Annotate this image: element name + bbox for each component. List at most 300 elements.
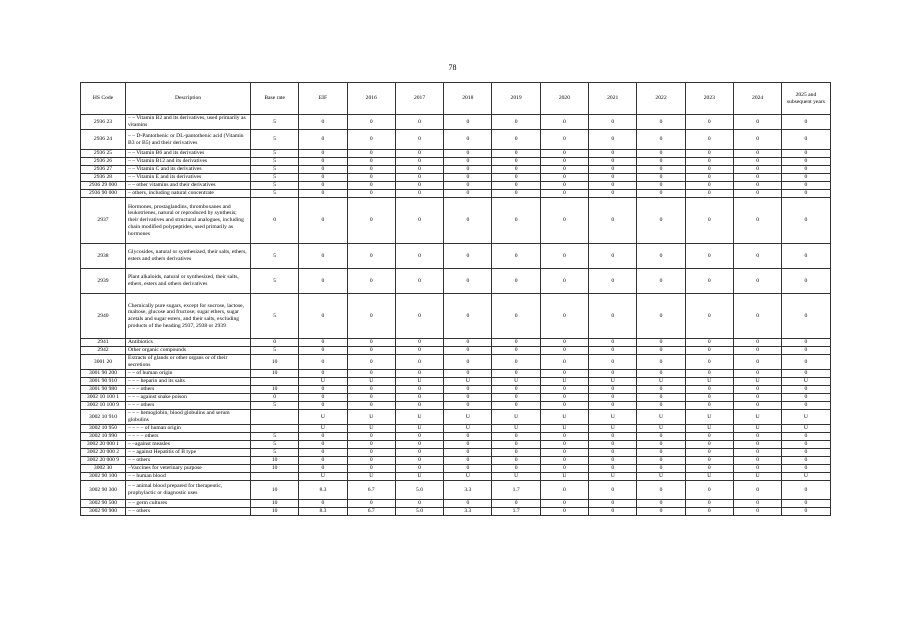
description-cell: – others, including natural concentrate — [126, 190, 251, 198]
rate-cell: 0 — [347, 130, 395, 150]
rate-cell: 0 — [347, 174, 395, 182]
rate-cell: 0 — [540, 130, 588, 150]
description-cell: – – Vitamin C and its derivatives — [126, 166, 251, 174]
rate-cell: 0 — [299, 500, 347, 508]
rate-cell: 0 — [540, 402, 588, 410]
rate-cell: 0 — [395, 394, 443, 402]
description-cell: Extracts of glands or other organs or of their secretions — [126, 355, 251, 370]
rate-cell: 0 — [299, 457, 347, 465]
rate-cell: 0 — [444, 294, 492, 339]
rate-cell: 0 — [444, 402, 492, 410]
rate-cell: 0 — [637, 190, 685, 198]
rate-cell: 8.3 — [299, 481, 347, 500]
table-row — [81, 441, 831, 449]
rate-cell: 0 — [782, 481, 830, 500]
header-2023: 2023 — [685, 83, 733, 115]
rate-cell: 0 — [589, 355, 637, 370]
table-row — [81, 198, 831, 244]
rate-cell: 0 — [733, 465, 781, 473]
hs-code-cell: 2941 — [81, 339, 126, 347]
table-row — [81, 465, 831, 473]
rate-cell: 0 — [637, 457, 685, 465]
rate-cell: 0 — [395, 457, 443, 465]
rate-cell: 0 — [782, 465, 830, 473]
rate-cell: U — [492, 410, 540, 425]
rate-cell: 0 — [540, 386, 588, 394]
rate-cell: 0 — [299, 355, 347, 370]
rate-cell: 0 — [540, 174, 588, 182]
rate-cell: 0 — [637, 370, 685, 378]
rate-cell: 0 — [589, 449, 637, 457]
hs-code-cell: 2936 29 000 — [81, 182, 126, 190]
table-row — [81, 402, 831, 410]
rate-cell: 5 — [251, 294, 299, 339]
rate-cell: 0 — [299, 166, 347, 174]
rate-cell: 0 — [492, 150, 540, 158]
rate-cell: U — [685, 378, 733, 386]
rate-cell: 0 — [395, 386, 443, 394]
table-row — [81, 433, 831, 441]
rate-cell: 0 — [299, 130, 347, 150]
rate-cell: 0 — [782, 339, 830, 347]
rate-cell: 0 — [685, 508, 733, 516]
header-2017: 2017 — [395, 83, 443, 115]
rate-cell: U — [492, 425, 540, 433]
rate-cell: 0 — [492, 339, 540, 347]
rate-cell: 0 — [685, 457, 733, 465]
rate-cell: U — [733, 410, 781, 425]
rate-cell: 0 — [540, 508, 588, 516]
hs-code-cell: 3001 90 980 — [81, 386, 126, 394]
rate-cell: 0 — [540, 441, 588, 449]
rate-cell: 0 — [685, 174, 733, 182]
rate-cell: 0 — [782, 386, 830, 394]
rate-cell: 0 — [395, 158, 443, 166]
rate-cell: 0 — [540, 481, 588, 500]
rate-cell: 5 — [251, 182, 299, 190]
rate-cell: U — [395, 473, 443, 481]
rate-cell: 0 — [733, 198, 781, 244]
rate-cell: 0 — [444, 150, 492, 158]
rate-cell: 0 — [540, 500, 588, 508]
rate-cell: 0 — [637, 465, 685, 473]
rate-cell: 0 — [589, 130, 637, 150]
description-cell: Antibiotics — [126, 339, 251, 347]
rate-cell: 0 — [589, 386, 637, 394]
rate-cell: 0 — [733, 166, 781, 174]
rate-cell: 5.0 — [395, 481, 443, 500]
rate-cell: U — [540, 378, 588, 386]
rate-cell: 0 — [589, 269, 637, 294]
hs-code-cell: 3001 90 910 — [81, 378, 126, 386]
hs-code-cell: 3002 20 000 1 — [81, 441, 126, 449]
rate-cell: 0 — [299, 347, 347, 355]
rate-cell: 0 — [589, 433, 637, 441]
description-cell: Hormones, prostaglandins, thromboxanes and leukotrienes, natural or reproduced by synthesis; their derivatives and structural analogues, including chain modified polypeptides, used primarily as hormones — [126, 198, 251, 244]
rate-cell: 0 — [685, 402, 733, 410]
rate-cell: 0 — [347, 457, 395, 465]
rate-cell: 0 — [395, 182, 443, 190]
table-row — [81, 378, 831, 386]
rate-cell: 0 — [637, 355, 685, 370]
rate-cell: 10 — [251, 481, 299, 500]
description-cell: Chemically pure sugars, except for sucrose, lactose, maltose, glucose and fructose; sugar ethers, sugar acetals and sugar esters, and their salts, excluding products of the heading 2937, 2938 or 2939 — [126, 294, 251, 339]
rate-cell: 0 — [492, 174, 540, 182]
rate-cell: 0 — [444, 130, 492, 150]
rate-cell: 0 — [685, 347, 733, 355]
rate-cell: U — [395, 410, 443, 425]
rate-cell: 5 — [251, 115, 299, 130]
rate-cell: 0 — [685, 182, 733, 190]
rate-cell: 0 — [637, 508, 685, 516]
rate-cell: U — [685, 410, 733, 425]
table-row — [81, 244, 831, 269]
header-2024: 2024 — [733, 83, 781, 115]
rate-cell: 0 — [685, 150, 733, 158]
hs-code-cell: 3002 10 100 1 — [81, 394, 126, 402]
table-row — [81, 481, 831, 500]
rate-cell: 10 — [251, 355, 299, 370]
rate-cell: 0 — [782, 294, 830, 339]
description-cell: – – Vitamin B6 and its derivatives — [126, 150, 251, 158]
rate-cell: U — [444, 473, 492, 481]
rate-cell: 0 — [444, 457, 492, 465]
rate-cell: 0 — [685, 386, 733, 394]
rate-cell: 0 — [395, 190, 443, 198]
rate-cell: 0 — [492, 386, 540, 394]
rate-cell: 0 — [540, 190, 588, 198]
rate-cell: 0 — [444, 182, 492, 190]
table-row — [81, 174, 831, 182]
rate-cell: 1.7 — [492, 481, 540, 500]
hs-code-cell: 2940 — [81, 294, 126, 339]
rate-cell: 0 — [589, 500, 637, 508]
rate-cell: 0 — [444, 166, 492, 174]
rate-cell: 0 — [492, 441, 540, 449]
rate-cell: 0 — [589, 402, 637, 410]
rate-cell: 0 — [347, 500, 395, 508]
rate-cell: 0 — [444, 174, 492, 182]
rate-cell: U — [444, 425, 492, 433]
description-cell: – – Vitamin B12 and its derivatives — [126, 158, 251, 166]
rate-cell: 0 — [589, 370, 637, 378]
rate-cell: 0 — [733, 150, 781, 158]
rate-cell: 0 — [492, 198, 540, 244]
rate-cell: 5 — [251, 433, 299, 441]
rate-cell: 10 — [251, 500, 299, 508]
table-row — [81, 347, 831, 355]
rate-cell: 0 — [347, 355, 395, 370]
rate-cell: 0 — [589, 294, 637, 339]
rate-cell: 10 — [251, 465, 299, 473]
description-cell: Plant alkaloids, natural or synthesized, their salts, ethers, esters and others derivatives — [126, 269, 251, 294]
hs-code-cell: 3002 90 300 — [81, 481, 126, 500]
rate-cell: 0 — [637, 449, 685, 457]
rate-cell: 0 — [444, 355, 492, 370]
rate-cell: U — [299, 425, 347, 433]
rate-cell: 0 — [637, 347, 685, 355]
rate-cell: 0 — [395, 174, 443, 182]
rate-cell: 0 — [540, 347, 588, 355]
rate-cell: U — [589, 410, 637, 425]
rate-cell: 0 — [540, 244, 588, 269]
description-cell: – – of human origin — [126, 370, 251, 378]
rate-cell: 0 — [685, 465, 733, 473]
rate-cell: 0 — [444, 433, 492, 441]
rate-cell: 0 — [492, 402, 540, 410]
rate-cell: 0 — [347, 294, 395, 339]
table-row — [81, 500, 831, 508]
description-cell: – – – – others — [126, 433, 251, 441]
rate-cell: 0 — [685, 158, 733, 166]
description-cell: – – animal blood prepared for therapeutic, prophylactic or diagnostic uses — [126, 481, 251, 500]
rate-cell: 0 — [733, 115, 781, 130]
rate-cell: 0 — [347, 158, 395, 166]
header-description: Description — [126, 83, 251, 115]
rate-cell: 0 — [395, 339, 443, 347]
rate-cell: 0 — [347, 370, 395, 378]
description-cell: – – – others — [126, 386, 251, 394]
rate-cell: 0 — [540, 339, 588, 347]
rate-cell: 0 — [492, 130, 540, 150]
rate-cell: 0 — [733, 130, 781, 150]
rate-cell — [251, 473, 299, 481]
rate-cell: 3.3 — [444, 508, 492, 516]
rate-cell: 0 — [492, 394, 540, 402]
rate-cell: 0 — [540, 370, 588, 378]
description-cell: – – other vitamins and their derivatives — [126, 182, 251, 190]
rate-cell: 0 — [492, 244, 540, 269]
table-row — [81, 190, 831, 198]
rate-cell: 0 — [347, 433, 395, 441]
rate-cell: 0 — [733, 508, 781, 516]
rate-cell: 0 — [251, 198, 299, 244]
rate-cell: 0 — [637, 386, 685, 394]
rate-cell: 5 — [251, 449, 299, 457]
hs-code-cell: 2936 24 — [81, 130, 126, 150]
rate-cell: 0 — [733, 294, 781, 339]
rate-cell: 0 — [637, 339, 685, 347]
rate-cell: 0 — [685, 370, 733, 378]
rate-cell: 0 — [395, 294, 443, 339]
rate-cell: 0 — [782, 449, 830, 457]
rate-cell: 0 — [782, 402, 830, 410]
header-2022: 2022 — [637, 83, 685, 115]
rate-cell: 0 — [540, 465, 588, 473]
rate-cell: U — [782, 425, 830, 433]
rate-cell: 0 — [540, 182, 588, 190]
rate-cell: U — [299, 473, 347, 481]
header-2025-and-subsequent-years: 2025 and subsequent years — [782, 83, 830, 115]
table-row — [81, 355, 831, 370]
rate-cell: 0 — [395, 500, 443, 508]
rate-cell: 0 — [589, 339, 637, 347]
rate-cell: 0 — [637, 158, 685, 166]
rate-cell: 0 — [299, 150, 347, 158]
table-row — [81, 410, 831, 425]
rate-cell: 0 — [540, 166, 588, 174]
table-row — [81, 130, 831, 150]
rate-cell: 0 — [492, 294, 540, 339]
rate-cell: 0 — [637, 394, 685, 402]
description-cell: – – Vitamin B2 and its derivatives, used primarily as vitamins — [126, 115, 251, 130]
rate-cell: 0 — [444, 441, 492, 449]
rate-cell: 1.7 — [492, 508, 540, 516]
rate-cell: 0 — [299, 198, 347, 244]
rate-cell: 0 — [782, 269, 830, 294]
rate-cell: 0 — [637, 130, 685, 150]
rate-cell: 0 — [589, 465, 637, 473]
rate-cell: 0 — [444, 386, 492, 394]
rate-cell: 0 — [589, 190, 637, 198]
hs-code-cell: 3002 30 — [81, 465, 126, 473]
rate-cell: 0 — [492, 190, 540, 198]
description-cell: – – others — [126, 457, 251, 465]
rate-cell: 0 — [782, 394, 830, 402]
rate-cell: 0 — [733, 339, 781, 347]
rate-cell: 0 — [540, 115, 588, 130]
rate-cell: 0 — [299, 370, 347, 378]
rate-cell — [251, 378, 299, 386]
rate-cell: 0 — [492, 166, 540, 174]
hs-code-cell: 3002 20 000 2 — [81, 449, 126, 457]
rate-cell: U — [299, 410, 347, 425]
header-base-rate: Base rate — [251, 83, 299, 115]
rate-cell: 0 — [299, 441, 347, 449]
table-row — [81, 370, 831, 378]
hs-code-cell: 2937 — [81, 198, 126, 244]
description-cell: – – – – of human origin — [126, 425, 251, 433]
rate-cell: U — [782, 378, 830, 386]
rate-cell: 0 — [589, 441, 637, 449]
rate-cell: 0 — [782, 508, 830, 516]
rate-cell: 0 — [637, 182, 685, 190]
rate-cell: U — [444, 378, 492, 386]
rate-cell: 0 — [685, 166, 733, 174]
hs-code-cell: 3002 10 910 — [81, 410, 126, 425]
rate-cell: 0 — [299, 244, 347, 269]
rate-cell: 0 — [299, 339, 347, 347]
rate-cell: 0 — [685, 130, 733, 150]
header-2019: 2019 — [492, 83, 540, 115]
rate-cell: 0 — [685, 394, 733, 402]
rate-cell: 0 — [685, 244, 733, 269]
description-cell: – – – others — [126, 402, 251, 410]
table-row — [81, 158, 831, 166]
rate-cell: U — [347, 425, 395, 433]
rate-cell: 0 — [347, 347, 395, 355]
table-body — [81, 115, 831, 516]
rate-cell: 5 — [251, 190, 299, 198]
hs-code-cell: 3001 20 — [81, 355, 126, 370]
description-cell: – – others — [126, 508, 251, 516]
hs-code-cell: 2942 — [81, 347, 126, 355]
rate-cell: 0 — [299, 402, 347, 410]
rate-cell: 5 — [251, 347, 299, 355]
rate-cell: 0 — [685, 433, 733, 441]
rate-cell: 0 — [251, 339, 299, 347]
rate-cell: 0 — [637, 244, 685, 269]
rate-cell: 0 — [589, 481, 637, 500]
rate-cell: 0 — [540, 394, 588, 402]
rate-cell: 0 — [347, 115, 395, 130]
rate-cell: 3.3 — [444, 481, 492, 500]
rate-cell: U — [540, 410, 588, 425]
rate-cell: 8.3 — [299, 508, 347, 516]
rate-cell: 0 — [589, 244, 637, 269]
tariff-schedule-table — [80, 82, 831, 516]
rate-cell: 0 — [733, 481, 781, 500]
rate-cell: 0 — [589, 174, 637, 182]
rate-cell: 0 — [444, 269, 492, 294]
rate-cell: U — [637, 425, 685, 433]
table-row — [81, 269, 831, 294]
rate-cell: 0 — [347, 182, 395, 190]
rate-cell: 0 — [540, 150, 588, 158]
rate-cell: 6.7 — [347, 508, 395, 516]
rate-cell: 0 — [492, 115, 540, 130]
rate-cell: 10 — [251, 508, 299, 516]
rate-cell: 0 — [251, 394, 299, 402]
hs-code-cell: 2936 28 — [81, 174, 126, 182]
rate-cell: U — [347, 410, 395, 425]
rate-cell: 5 — [251, 158, 299, 166]
rate-cell: 0 — [589, 166, 637, 174]
rate-cell: 0 — [540, 433, 588, 441]
rate-cell: 5.0 — [395, 508, 443, 516]
rate-cell: 5 — [251, 166, 299, 174]
header-2018: 2018 — [444, 83, 492, 115]
rate-cell: 0 — [782, 441, 830, 449]
rate-cell: U — [492, 473, 540, 481]
rate-cell: 0 — [637, 198, 685, 244]
rate-cell: 0 — [733, 449, 781, 457]
hs-code-cell: 2936 26 — [81, 158, 126, 166]
rate-cell: U — [347, 473, 395, 481]
rate-cell: 0 — [444, 465, 492, 473]
rate-cell: 0 — [782, 500, 830, 508]
rate-cell: U — [782, 473, 830, 481]
table-row — [81, 166, 831, 174]
rate-cell: 0 — [637, 174, 685, 182]
rate-cell: 0 — [492, 449, 540, 457]
description-cell: – –against measles — [126, 441, 251, 449]
rate-cell: U — [637, 473, 685, 481]
rate-cell: 0 — [733, 355, 781, 370]
rate-cell: 0 — [395, 130, 443, 150]
rate-cell: 0 — [782, 433, 830, 441]
rate-cell: 0 — [733, 190, 781, 198]
table-row — [81, 449, 831, 457]
rate-cell: U — [637, 378, 685, 386]
rate-cell: 0 — [685, 481, 733, 500]
rate-cell: 5 — [251, 441, 299, 449]
rate-cell: 0 — [299, 386, 347, 394]
rate-cell: 0 — [299, 174, 347, 182]
rate-cell: 0 — [395, 198, 443, 244]
description-cell: Other organic compounds — [126, 347, 251, 355]
header-2020: 2020 — [540, 83, 588, 115]
header-hs-code: HS Code — [81, 83, 126, 115]
hs-code-cell: 3002 90 500 — [81, 500, 126, 508]
rate-cell: 0 — [685, 294, 733, 339]
rate-cell: 0 — [540, 198, 588, 244]
rate-cell: 0 — [782, 190, 830, 198]
rate-cell: U — [733, 378, 781, 386]
table-row — [81, 473, 831, 481]
hs-code-cell: 2939 — [81, 269, 126, 294]
rate-cell: 0 — [589, 182, 637, 190]
